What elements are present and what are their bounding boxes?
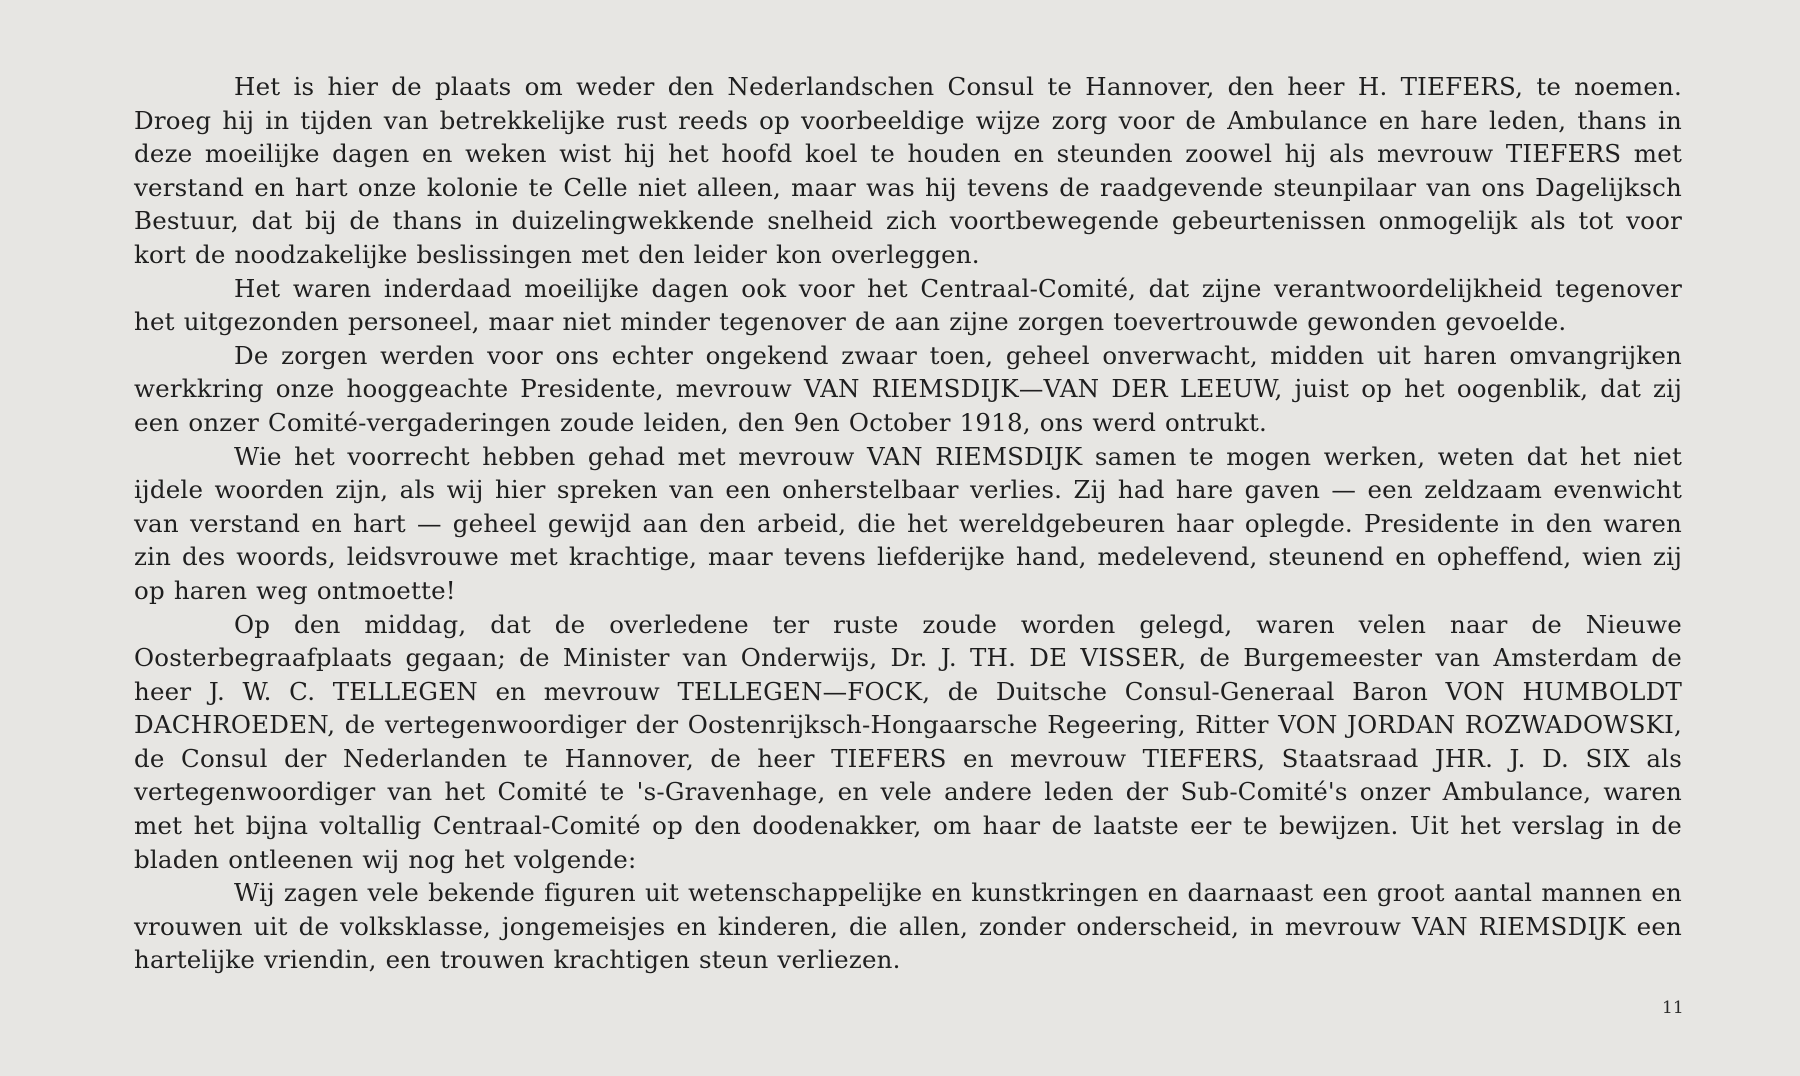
paragraph: De zorgen werden voor ons echter ongekend zwaar toen, geheel onverwacht, midden uit haren omvangrijken werkkring onze hooggeachte Presidente, mevrouw VAN RIEMSDIJK—VAN DER LEEUW, juist op het oogenblik, dat zij een onzer Comité-vergaderingen zoude leiden, den 9en October 1918, ons werd ontrukt. [134, 340, 1682, 437]
body-text [134, 70, 1682, 977]
page-number: 11 [1662, 998, 1684, 1018]
paragraph: Op den middag, dat de overledene ter ruste zoude worden gelegd, waren velen naar de Nieuwe Oosterbegraafplaats gegaan; de Minister van Onderwijs, Dr. J. TH. DE VISSER, de Burgemeester van Amsterdam de heer J. W. C. TELLEGEN en mevrouw TELLEGEN—FOCK, de Duitsche Consul-Generaal Baron VON HUMBOLDT DACHROEDEN, de vertegenwoordiger der Oostenrijksch-Hongaarsche Regeering, Ritter VON JORDAN ROZWADOWSKI, de Consul der Nederlanden te Hannover, de heer TIEFERS en mevrouw TIEFERS, Staatsraad JHR. J. D. SIX als vertegenwoordiger van het Comité te 's-Gravenhage, en vele andere leden der Sub-Comité's onzer Ambulance, waren met het bijna voltallig Centraal-Comité op den doodenakker, om haar de laatste eer te bewijzen. Uit het verslag in de bladen ontleenen wij nog het volgende: [134, 609, 1682, 874]
paragraph: Wie het voorrecht hebben gehad met mevrouw VAN RIEMSDIJK samen te mogen werken, weten dat het niet ijdele woorden zijn, als wij hier spreken van een onherstelbaar verlies. Zij had hare gaven — een zeldzaam evenwicht van verstand en hart — geheel gewijd aan den arbeid, die het wereldgebeuren haar oplegde. Presidente in den waren zin des woords, leidsvrouwe met krachtige, maar tevens liefderijke hand, medelevend, steunend en opheffend, wien zij op haren weg ontmoette! [134, 441, 1682, 605]
paragraph: Wij zagen vele bekende figuren uit wetenschappelijke en kunstkringen en daarnaast een groot aantal mannen en vrouwen uit de volksklasse, jongemeisjes en kinderen, die allen, zonder onderscheid, in mevrouw VAN RIEMSDIJK een hartelijke vriendin, een trouwen krachtigen steun verliezen. [134, 878, 1682, 975]
paragraph: Het waren inderdaad moeilijke dagen ook voor het Centraal-Comité, dat zijne verantwoordelijkheid tegenover het uitgezonden personeel, maar niet minder tegenover de aan zijne zorgen toevertrouwde gewonden gevoelde. [134, 273, 1682, 337]
paragraph: Het is hier de plaats om weder den Nederlandschen Consul te Hannover, den heer H. TIEFERS, te noemen. Droeg hij in tijden van betrekkelijke rust reeds op voorbeeldige wijze zorg voor de Ambulance en hare leden, thans in deze moeilijke dagen en weken wist hij het hoofd koel te houden en steunden zoowel hij als mevrouw TIEFERS met verstand en hart onze kolonie te Celle niet alleen, maar was hij tevens de raadgevende steunpilaar van ons Dagelijksch Bestuur, dat bij de thans in duizelingwekkende snelheid zich voortbewegende gebeurtenissen onmogelijk als tot voor kort de noodzakelijke beslissingen met den leider kon overleggen. [134, 72, 1682, 269]
